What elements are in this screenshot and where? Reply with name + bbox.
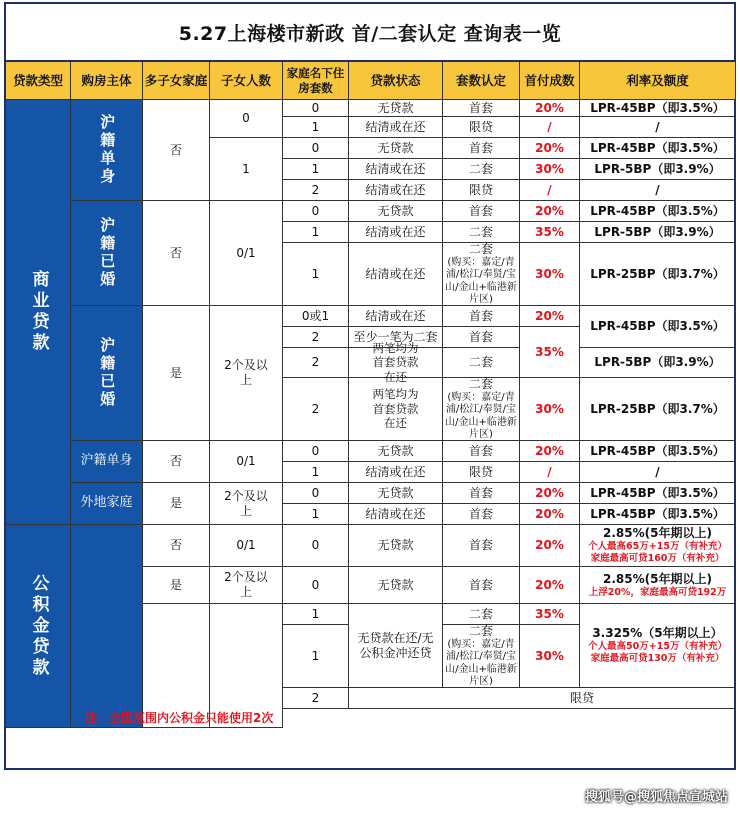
houses-cell: 2 (283, 348, 349, 378)
subject-shanghai-single-2: 沪籍单身 (71, 441, 143, 483)
down-cell: 20% (520, 567, 580, 604)
recog-cell: 二套 (443, 348, 520, 378)
recog-cell: 首套 (443, 483, 520, 504)
status-cell: 结清或在还 (349, 159, 443, 180)
rate-fund-cell-3 (580, 604, 736, 688)
recog-special-title: 二套 (468, 376, 493, 391)
multi-child-cell: 是 (143, 306, 210, 441)
header-down-payment: 首付成数 (520, 62, 580, 100)
recog-cell: 二套 (443, 159, 520, 180)
rate-cell: LPR-45BP（即3.5%） (580, 201, 736, 222)
status-cell: 两笔均为首套贷款在还 (349, 348, 443, 378)
rate-cell: LPR-5BP（即3.9%） (580, 348, 736, 378)
recog-cell: 限贷 (443, 180, 520, 201)
recog-cell: 首套 (443, 100, 520, 117)
houses-cell: 0 (283, 201, 349, 222)
rate-cell: / (580, 117, 736, 138)
status-cell: 结清或在还 (349, 117, 443, 138)
header-kids: 子女人数 (210, 62, 283, 100)
status-cell: 结清或在还 (349, 222, 443, 243)
rate-fund-cell-2 (580, 567, 736, 604)
houses-cell: 1 (283, 504, 349, 525)
status-cell: 无贷款 (349, 201, 443, 222)
down-cell: 30% (520, 625, 580, 688)
header-multi-child: 多子女家庭 (143, 62, 210, 100)
status-cell: 结清或在还 (349, 180, 443, 201)
recog-cell: 限贷 (443, 117, 520, 138)
rate-fund-main: 3.325%（5年期以上） (592, 626, 723, 641)
houses-cell: 0 (283, 567, 349, 604)
down-cell: / (520, 180, 580, 201)
down-cell: 20% (520, 483, 580, 504)
down-cell: 20% (520, 504, 580, 525)
rate-cell: LPR-25BP（即3.7%） (580, 378, 736, 441)
down-cell: 20% (520, 306, 580, 327)
rate-fund-main: 2.85%(5年期以上) (603, 526, 712, 541)
down-cell: / (520, 117, 580, 138)
rate-cell: LPR-45BP（即3.5%） (580, 306, 736, 348)
status-cell: 结清或在还 (349, 504, 443, 525)
header-rate: 利率及额度 (580, 62, 736, 100)
status-cell: 结清或在还 (349, 462, 443, 483)
status-cell: 无贷款 (349, 441, 443, 462)
houses-cell: 0 (283, 100, 349, 117)
houses-cell: 1 (283, 462, 349, 483)
down-cell: 35% (520, 222, 580, 243)
down-cell: 20% (520, 138, 580, 159)
footnote: 注：全国范围内公积金只能使用2次 (85, 711, 274, 725)
multi-child-cell: 是 (143, 567, 210, 604)
recog-special-note: (购买：嘉定/青浦/松江/奉贤/宝山/金山+临港新片区) (445, 256, 517, 305)
down-cell: 35% (520, 604, 580, 625)
policy-table (4, 60, 736, 770)
status-cell: 结清或在还 (349, 306, 443, 327)
header-recognition: 套数认定 (443, 62, 520, 100)
down-cell: 20% (520, 100, 580, 117)
rate-cell: LPR-25BP（即3.7%） (580, 243, 736, 306)
status-cell: 至少一笔为二套 (349, 327, 443, 348)
houses-cell: 2 (283, 327, 349, 348)
recog-cell: 二套 (443, 604, 520, 625)
rate-fund-main: 2.85%(5年期以上) (603, 571, 712, 586)
header-status: 贷款状态 (349, 62, 443, 100)
houses-cell: 0或1 (283, 306, 349, 327)
recog-cell: 首套 (443, 567, 520, 604)
houses-cell: 0 (283, 138, 349, 159)
status-cell: 无贷款 (349, 138, 443, 159)
recog-special-note: (购买：嘉定/青浦/松江/奉贤/宝山/金山+临港新片区) (445, 391, 517, 440)
down-cell: 30% (520, 159, 580, 180)
houses-cell: 1 (283, 625, 349, 688)
down-cell: 20% (520, 525, 580, 567)
rate-fund-cell-1 (580, 525, 736, 567)
houses-cell: 1 (283, 222, 349, 243)
status-cell: 无贷款在还/无公积金冲还贷 (349, 604, 443, 688)
multi-child-cell: 否 (143, 201, 210, 306)
subject-non-local: 外地家庭 (71, 483, 143, 525)
kids-cell: 0/1 (210, 441, 283, 483)
recog-cell: 首套 (443, 441, 520, 462)
multi-child-cell: 是 (143, 483, 210, 525)
down-cell: 20% (520, 441, 580, 462)
kids-cell: 0/1 (210, 525, 283, 567)
rate-cell: / (580, 180, 736, 201)
houses-cell: 1 (283, 159, 349, 180)
rate-cell: LPR-45BP（即3.5%） (580, 441, 736, 462)
multi-child-cell: 否 (143, 441, 210, 483)
subject-shanghai-married-multi: 沪籍已婚 (71, 306, 143, 441)
recog-special-title: 二套 (468, 241, 493, 256)
rate-cell: LPR-5BP（即3.9%） (580, 159, 736, 180)
rate-cell: LPR-45BP（即3.5%） (580, 504, 736, 525)
rate-cell: LPR-45BP（即3.5%） (580, 100, 736, 117)
rate-cell: / (580, 462, 736, 483)
down-cell: 30% (520, 378, 580, 441)
kids-cell: 0/1 (210, 201, 283, 306)
recog-limit-wide: 限贷 (349, 688, 736, 709)
rate-fund-note: 个人最高65万+15万（有补充） (588, 541, 727, 553)
houses-cell: 0 (283, 441, 349, 462)
source-watermark: 搜狐号@搜狐焦点宣城站 (584, 790, 728, 805)
kids-cell: 2个及以上 (210, 483, 283, 525)
status-cell: 无贷款 (349, 100, 443, 117)
multi-child-cell: 否 (143, 525, 210, 567)
multi-child-cell: 否 (143, 100, 210, 201)
status-cell: 无贷款 (349, 525, 443, 567)
recog-cell: 二套 (443, 222, 520, 243)
houses-cell: 0 (283, 483, 349, 504)
kids-cell: 0 (210, 100, 283, 138)
rate-fund-note: 家庭最高可贷160万（有补充） (590, 553, 725, 564)
down-cell: / (520, 462, 580, 483)
down-cell: 20% (520, 201, 580, 222)
recog-cell: 首套 (443, 327, 520, 348)
rate-cell: LPR-45BP（即3.5%） (580, 138, 736, 159)
subject-shanghai-single: 沪籍单身 (71, 100, 143, 201)
houses-cell: 1 (283, 243, 349, 306)
rate-cell: LPR-45BP（即3.5%） (580, 483, 736, 504)
houses-cell: 1 (283, 117, 349, 138)
header-loan-type: 贷款类型 (6, 62, 71, 100)
status-cell: 两笔均为首套贷款在还 (349, 378, 443, 441)
kids-cell: 2个及以上 (210, 567, 283, 604)
recog-special-cell (443, 243, 520, 306)
recog-special-cell (443, 625, 520, 688)
down-cell: 35% (520, 327, 580, 378)
rate-fund-note: 上浮20%，家庭最高可贷192万 (588, 586, 727, 598)
loan-type-fund: 公积金贷款 (6, 525, 71, 728)
houses-cell: 2 (283, 688, 349, 709)
status-cell: 无贷款 (349, 483, 443, 504)
kids-cell: 1 (210, 138, 283, 201)
houses-cell: 2 (283, 180, 349, 201)
recog-cell: 首套 (443, 138, 520, 159)
recog-cell: 首套 (443, 201, 520, 222)
houses-cell: 2 (283, 378, 349, 441)
status-cell: 结清或在还 (349, 243, 443, 306)
recog-special-title: 二套 (468, 623, 493, 638)
down-cell: 30% (520, 243, 580, 306)
recog-cell: 首套 (443, 306, 520, 327)
loan-type-commercial: 商业贷款 (6, 100, 71, 525)
recog-cell: 首套 (443, 525, 520, 567)
recog-special-cell (443, 378, 520, 441)
recog-cell: 限贷 (443, 462, 520, 483)
status-cell: 无贷款 (349, 567, 443, 604)
header-houses: 家庭名下住房套数 (283, 62, 349, 100)
houses-cell: 0 (283, 525, 349, 567)
page-title: 5.27上海楼市新政 首/二套认定 查询表一览 (4, 2, 736, 60)
rate-cell: LPR-5BP（即3.9%） (580, 222, 736, 243)
rate-fund-note: 家庭最高可贷130万（有补充） (590, 653, 725, 664)
subject-shanghai-married: 沪籍已婚 (71, 201, 143, 306)
kids-cell: 2个及以上 (210, 306, 283, 441)
houses-cell: 1 (283, 604, 349, 625)
subject-fund-blank (71, 525, 143, 728)
recog-cell: 首套 (443, 504, 520, 525)
rate-fund-note: 个人最高50万+15万（有补充） (588, 641, 727, 653)
header-buyer: 购房主体 (71, 62, 143, 100)
recog-special-note: (购买：嘉定/青浦/松江/奉贤/宝山/金山+临港新片区) (445, 638, 517, 687)
